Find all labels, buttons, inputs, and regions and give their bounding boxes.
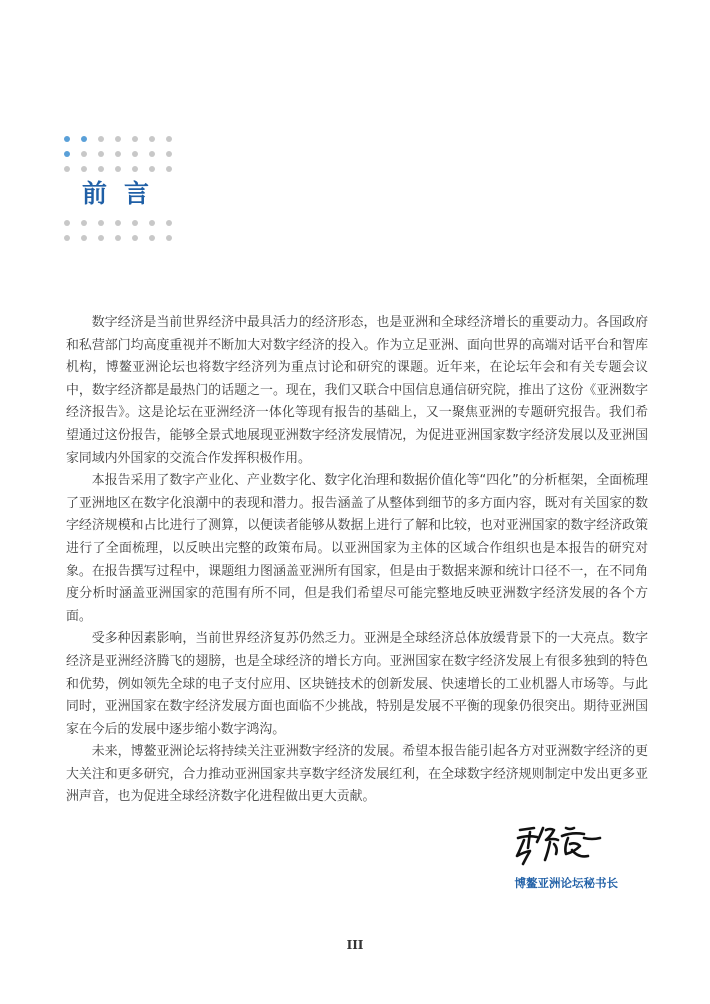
dot — [149, 136, 155, 142]
dot — [115, 151, 121, 157]
dot — [98, 151, 104, 157]
dot — [149, 151, 155, 157]
dot — [149, 166, 155, 172]
dot — [81, 136, 87, 142]
dot — [98, 235, 104, 241]
dot — [166, 151, 172, 157]
dot — [81, 220, 87, 226]
paragraph-2: 本报告采用了数字产业化、产业数字化、数字化治理和数据价值化等“四化”的分析框架，全面梳理了亚洲地区在数字化浪潮中的表现和潜力。报告涵盖了从整体到细节的多方面内容，既对有关国家的数字经济规模和占比进行了测算，以便读者能够从数据上进行了解和比较，也对亚洲国家的数字经济政策进行了全面梳理，以反映出完整的政策布局。以亚洲国家为主体的区域合作组织也是本报告的研究对象。在报告撰写过程中，课题组力图涵盖亚洲所有国家，但是由于数据来源和统计口径不一，在不同角度分析时涵盖亚洲国家的范围有所不同，但是我们希望尽可能完整地反映亚洲数字经济发展的各个方面。 — [66, 473, 648, 624]
dot — [64, 151, 70, 157]
dot-row — [64, 146, 174, 161]
paragraph-4: 未来，博鳌亚洲论坛将持续关注亚洲数字经济的发展。希望本报告能引起各方对亚洲数字经济的更大关注和更多研究，合力推动亚洲国家共享数字经济发展红利，在全球数字经济规则制定中发出更多亚洲声音，也为促进全球经济数字化进程做出更大贡献。 — [66, 744, 648, 805]
dot — [98, 136, 104, 142]
dot — [166, 166, 172, 172]
dot-row — [64, 230, 174, 245]
handwritten-signature — [510, 818, 610, 868]
paragraph-1: 数字经济是当前世界经济中最具活力的经济形态，也是亚洲和全球经济增长的重要动力。各国政府和私营部门均高度重视并不断加大对数字经济的投入。作为立足亚洲、面向世界的高端对话平台和智库机构，博鳌亚洲论坛也将数字经济列为重点讨论和研究的课题。近年来，在论坛年会和有关专题会议中，数字经济都是最热门的话题之一。现在，我们又联合中国信息通信研究院，推出了这份《亚洲数字经济报告》。这是论坛在亚洲经济一体化等现有报告的基础上，又一聚焦亚洲的专题研究报告。我们希望通过这份报告，能够全景式地展现亚洲数字经济发展情况，为促进亚洲国家数字经济发展以及亚洲国家同域内外国家的交流合作发挥积极作用。 — [66, 315, 648, 466]
dot — [81, 235, 87, 241]
dot — [64, 235, 70, 241]
dot — [64, 166, 70, 172]
page-number: III — [346, 938, 364, 952]
dot — [166, 220, 172, 226]
dot — [98, 220, 104, 226]
dot-row — [64, 131, 174, 146]
dot — [149, 235, 155, 241]
dot — [132, 220, 138, 226]
bottom-dot-pattern — [64, 215, 174, 245]
dot — [81, 151, 87, 157]
signer-title: 博鳌亚洲论坛秘书长 — [514, 876, 618, 890]
preface-body — [66, 312, 648, 809]
dot — [132, 166, 138, 172]
page-title: 前言 — [82, 179, 167, 208]
dot — [115, 235, 121, 241]
dot — [166, 235, 172, 241]
dot-row — [64, 215, 174, 230]
dot — [115, 166, 121, 172]
dot — [132, 235, 138, 241]
dot — [132, 151, 138, 157]
dot — [98, 166, 104, 172]
paragraph-3: 受多种因素影响，当前世界经济复苏仍然乏力。亚洲是全球经济总体放缓背景下的一大亮点。数字经济是亚洲经济腾飞的翅膀，也是全球经济的增长方向。亚洲国家在数字经济发展上有很多独到的特色和优势，例如领先全球的电子支付应用、区块链技术的创新发展、快速增长的工业机器人市场等。与此同时，亚洲国家在数字经济发展方面也面临不少挑战，特别是发展不平衡的现象仍很突出。期待亚洲国家在今后的发展中逐步缩小数字鸿沟。 — [66, 631, 648, 737]
dot — [149, 220, 155, 226]
dot — [132, 136, 138, 142]
top-dot-pattern — [64, 131, 174, 176]
dot — [166, 136, 172, 142]
dot — [81, 166, 87, 172]
dot — [64, 136, 70, 142]
dot — [115, 136, 121, 142]
dot — [64, 220, 70, 226]
dot — [115, 220, 121, 226]
